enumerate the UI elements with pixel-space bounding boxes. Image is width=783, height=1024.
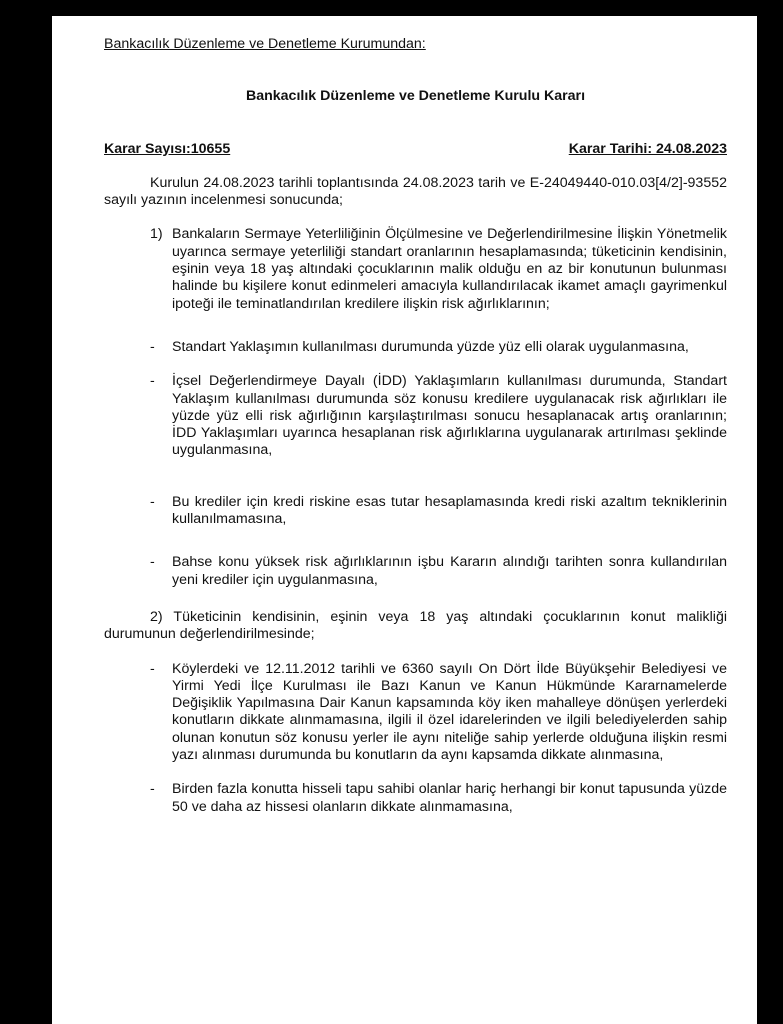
- bullet-item: [104, 494, 727, 529]
- document-content: [104, 36, 727, 816]
- institution-heading: Bankacılık Düzenleme ve Denetleme Kurumundan:: [104, 36, 426, 52]
- bullet-text: Bahse konu yüksek risk ağırlıklarının işbu Kararın alındığı tarihten sonra kullandırılan yeni krediler için uygulanmasına,: [172, 554, 727, 588]
- decision-meta-row: [104, 141, 727, 158]
- item-text: Bankaların Sermaye Yeterliliğinin Ölçülmesine ve Değerlendirilmesine İlişkin Yönetmelik uyarınca sermaye yeterliliği standart oranlarının hesaplamasında; tüketicinin kendisinin, eşinin veya 18 yaş altındaki çocuklarının malik olduğu en az bir konutunun bulunması halinde bu kişilere konut edinmeleri amacıyla kullandırılacak ikamet amaçlı gayrimenkul ipoteği ile teminatlandırılan kredilere ilişkin risk ağırlıklarının;: [172, 226, 727, 312]
- bullet-text: İçsel Değerlendirmeye Dayalı (İDD) Yaklaşımların kullanılması durumunda, Standart Yaklaşım kullanılması durumunda söz konusu kredilere uygulanacak risk ağırlıkları ile yüzde yüz elli risk ağırlığının karşılaştırılması sonucu hesaplanacak artış oranlarının; İDD Yaklaşımları uyarınca hesaplanan risk ağırlıklarına uygulanarak artırılması şeklinde uygulanmasına,: [172, 373, 727, 459]
- bullet-item: [104, 339, 727, 356]
- decision-date: Karar Tarihi: 24.08.2023: [568, 140, 727, 157]
- bullet-text: Köylerdeki ve 12.11.2012 tarihli ve 6360 sayılı On Dört İlde Büyükşehir Belediyesi ve Yirmi Yedi İlçe Kurulması ile Bazı Kanun ve Kanun Hükmünde Kararnamelerde Değişiklik Yapılmasına Dair Kanun kapsamında köy iken mahalleye dönüşen yerlerdeki konutların dikkate alınmamasına, ilgili il özel idarelerinden ve ilgili belediyelerden sahip olunan konutun söz konusu yerler ile aynı niteliğe sahip yerlerde olduğuna ilişkin resmi yazı alınması durumunda bu konutların da aynı kapsamda dikkate alınmasına,: [172, 660, 727, 764]
- bullet-item: [104, 661, 727, 765]
- bullet-marker: -: [150, 493, 155, 510]
- bullet-text: Birden fazla konutta hisseli tapu sahibi olanlar hariç herhangi bir konut tapusunda yüzde 50 ve daha az hissesi olanların dikkate alınmamasına,: [172, 781, 727, 815]
- bullet-text: Standart Yaklaşımın kullanılması durumunda yüzde yüz elli olarak uygulanmasına,: [172, 338, 689, 355]
- bullet-marker: -: [150, 338, 155, 355]
- item-1: [104, 226, 727, 312]
- bullet-item: [104, 554, 727, 589]
- bullet-marker: -: [150, 781, 155, 798]
- section-2-paragraph: 2) Tüketicinin kendisinin, eşinin veya 18 yaş altındaki çocuklarının konut malikliği durumunun değerlendirilmesinde;: [104, 608, 727, 643]
- bullet-item: [104, 781, 727, 816]
- document-page: [52, 16, 757, 1024]
- item-marker: 1): [150, 226, 163, 243]
- bullet-marker: -: [150, 554, 155, 571]
- bullet-text: Bu krediler için kredi riskine esas tutar hesaplamasında kredi riski azaltım tekniklerinin kullanılmamasına,: [172, 493, 727, 528]
- bullet-marker: -: [150, 660, 155, 677]
- decision-number: Karar Sayısı:10655: [104, 140, 231, 157]
- intro-paragraph: Kurulun 24.08.2023 tarihli toplantısında 24.08.2023 tarih ve E-24049440-010.03[4/2]-93552 sayılı yazının incelenmesi sonucunda;: [104, 174, 727, 209]
- bullet-item: [104, 373, 727, 459]
- decision-title: Bankacılık Düzenleme ve Denetleme Kurulu Kararı: [245, 88, 586, 105]
- bullet-marker: -: [150, 373, 155, 390]
